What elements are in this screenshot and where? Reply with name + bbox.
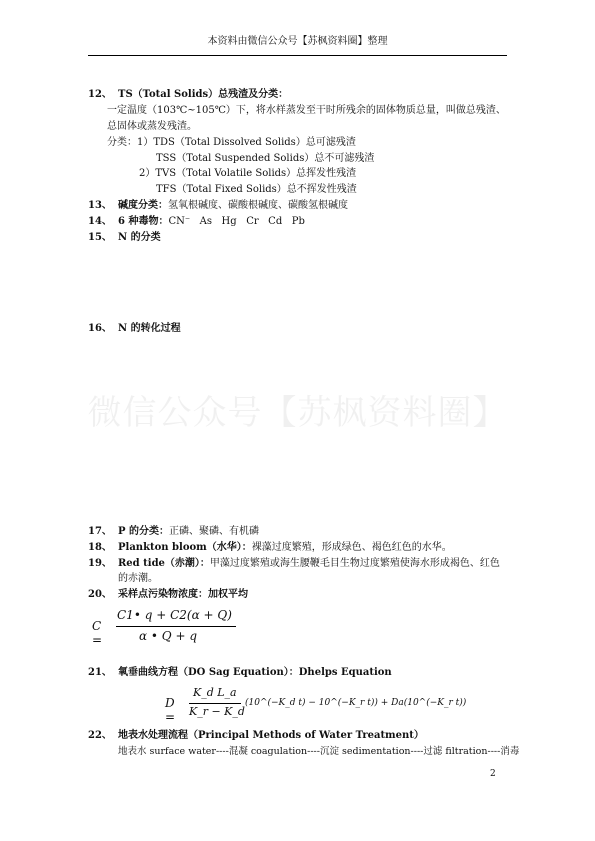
item-22-number: 22、 (88, 730, 112, 741)
item-12-tfs: TFS（Total Fixed Solids）总不挥发性残渣 (156, 184, 357, 195)
formula-20-denominator: α • Q + q (139, 629, 198, 643)
item-13-title: 碱度分类： (118, 200, 168, 211)
formula-21-numerator: K_d L_a (193, 686, 237, 699)
formula-21-fraction-bar (189, 703, 241, 704)
item-16-title: N 的转化过程 (118, 323, 181, 334)
item-12-tss: TSS（Total Suspended Solids）总不可滤残渣 (156, 153, 375, 164)
item-14-title: 6 种毒物： (118, 216, 169, 227)
item-17-line (118, 525, 259, 539)
item-14-number: 14、 (88, 216, 112, 227)
item-13-text: 氢氧根碱度、碳酸根碱度、碳酸氢根碱度 (168, 200, 348, 211)
item-19-text-2: 的赤潮。 (118, 573, 158, 584)
item-15-number: 15、 (88, 232, 112, 243)
item-13-line (118, 199, 348, 213)
item-18-text: 裸藻过度繁殖，形成绿色、褐色红色的水华。 (251, 542, 452, 553)
item-22-text: 地表水 surface water----混凝 coagulation----沉淀 sedimentation----过滤 filtration----消毒 (118, 746, 520, 757)
item-22-title: 地表水处理流程（Principal Methods of Water Treatment） (118, 730, 424, 741)
item-18-title: Plankton bloom（水华）： (118, 542, 252, 553)
item-15-title: N 的分类 (118, 232, 161, 243)
item-12-tds: 分类：1）TDS（Total Dissolved Solids）总可滤残渣 (107, 137, 356, 148)
item-18-line (118, 541, 452, 555)
formula-21-rest: (10^(−K_d t) − 10^(−K_r t)) + Da(10^(−K_r t)) (245, 698, 467, 708)
formula-21-lhs: D = (165, 696, 176, 724)
item-12-desc-line-1: 一定温度（103℃~105℃）下，将水样蒸发至干时所残余的固体物质总量，叫做总残渣、 (107, 105, 506, 116)
item-14-line (118, 215, 305, 229)
page-number: 2 (490, 769, 496, 779)
item-21-title: 氧垂曲线方程（DO Sag Equation）：Dhelps Equation (118, 667, 392, 678)
item-19-line-1 (118, 557, 500, 571)
item-12-tvs: 2）TVS（Total Volatile Solids）总挥发性残渣 (139, 168, 357, 179)
item-19-text-1: 甲藻过度繁殖或海生腰鞭毛目生物过度繁殖使海水形成褐色、红色 (209, 558, 500, 569)
item-18-number: 18、 (88, 542, 112, 553)
item-19-number: 19、 (88, 558, 112, 569)
item-14-text: CN⁻ As Hg Cr Cd Pb (168, 216, 305, 227)
header-rule (88, 55, 507, 56)
item-17-title: P 的分类： (118, 526, 170, 537)
item-12-title: TS（Total Solids）总残渣及分类： (118, 89, 289, 100)
item-21-number: 21、 (88, 667, 112, 678)
formula-20-fraction-bar (116, 626, 236, 627)
watermark: 微信公众号【苏枫资料圈】 (87, 393, 508, 433)
item-20-title: 采样点污染物浓度：加权平均 (118, 589, 248, 600)
item-12-number: 12、 (88, 89, 112, 100)
page-header: 本资料由微信公众号【苏枫资料圈】整理 (207, 36, 388, 47)
item-17-text: 正磷、聚磷、有机磷 (169, 526, 260, 537)
item-12-desc-line-2: 总固体或蒸发残渣。 (107, 121, 197, 132)
item-19-title: Red tide（赤潮）： (118, 558, 210, 569)
formula-20-lhs: C = (92, 619, 103, 647)
formula-21-denominator: K_r − K_d (189, 705, 245, 718)
item-20-number: 20、 (88, 589, 112, 600)
item-13-number: 13、 (88, 200, 112, 211)
formula-20-numerator: C1• q + C2(α + Q) (117, 608, 232, 622)
item-16-number: 16、 (88, 323, 112, 334)
item-17-number: 17、 (88, 526, 112, 537)
